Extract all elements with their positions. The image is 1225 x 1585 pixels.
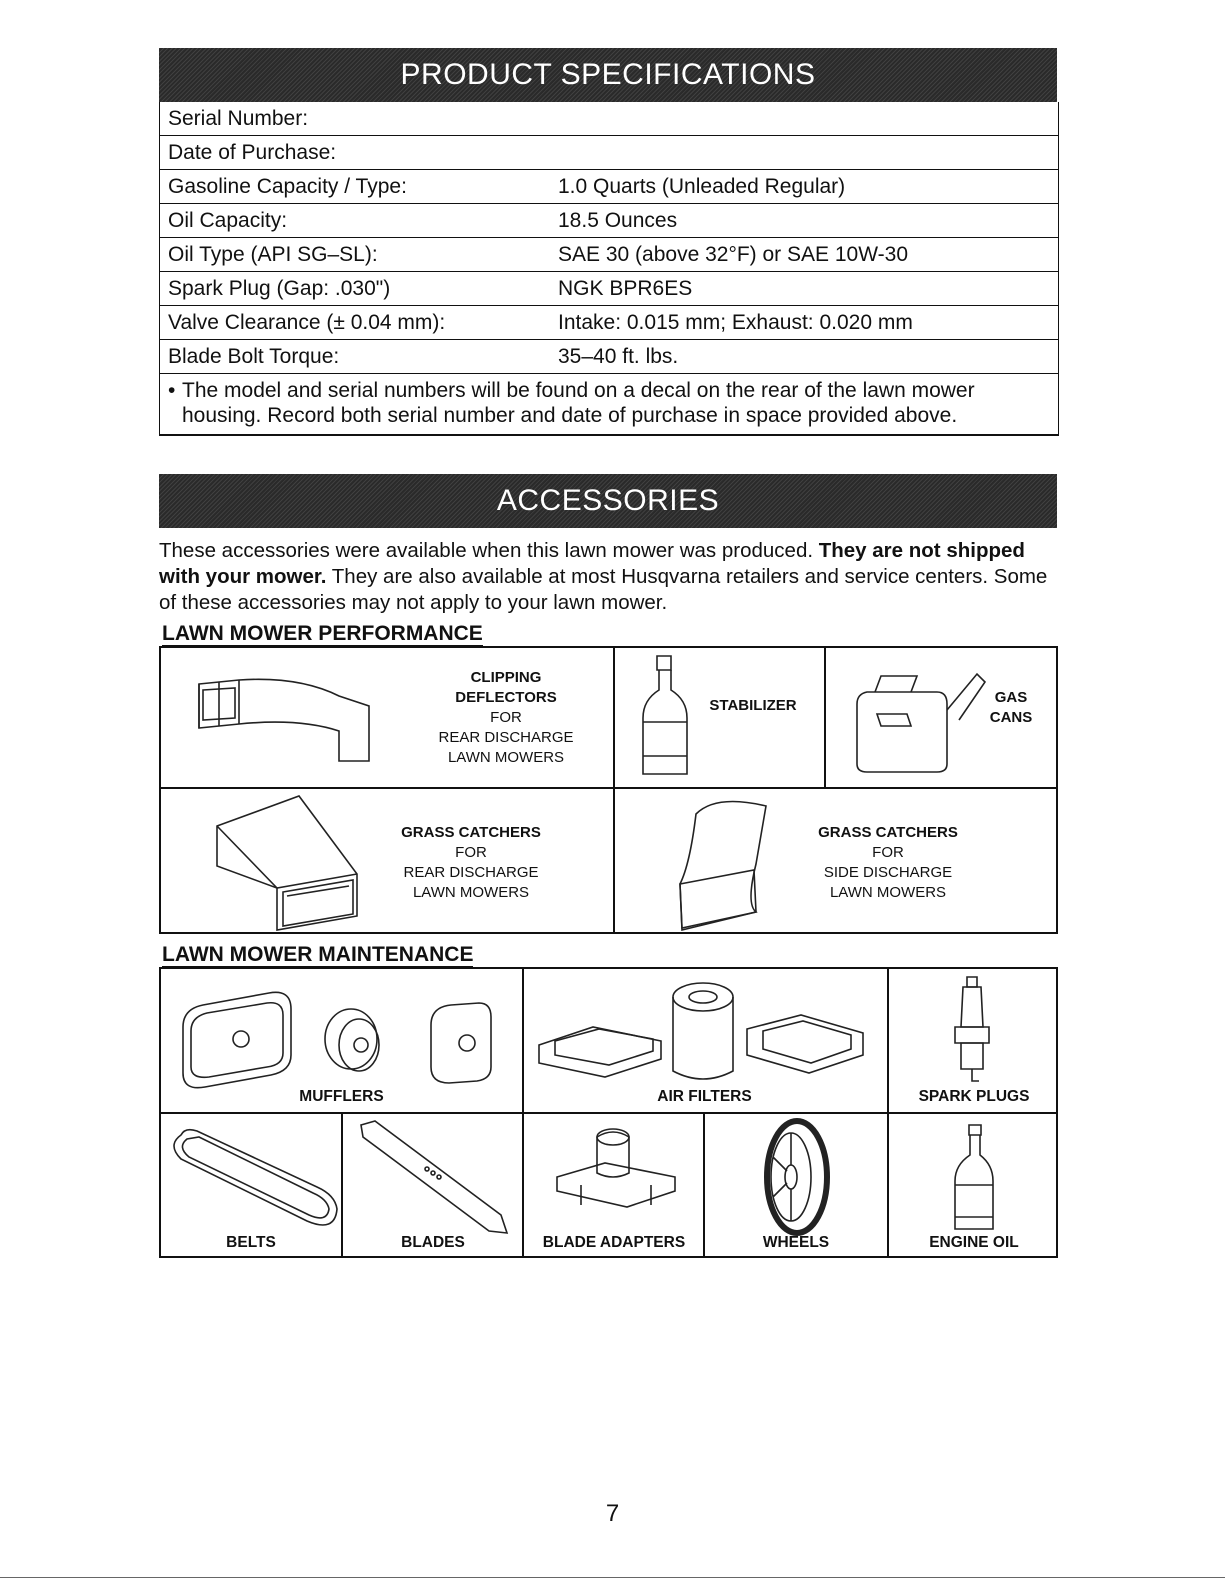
blade-adapters-caption: BLADE ADAPTERS: [542, 1234, 686, 1251]
clipping-deflector-icon: [199, 676, 379, 756]
side-grass-catcher-label: [798, 823, 978, 903]
spec-value: 35–40 ft. lbs.: [558, 344, 679, 368]
divider: [522, 969, 524, 1256]
spec-value: Intake: 0.015 mm; Exhaust: 0.020 mm: [558, 310, 913, 334]
divider: [824, 648, 826, 787]
label-line: FOR: [455, 844, 487, 861]
intro-text-2: They are also available at most Husqvarna retailers and service centers. Some of these accessories may not apply to your lawn mower.: [159, 565, 1048, 614]
wheel-icon: [757, 1117, 837, 1237]
spec-row: [160, 170, 1058, 204]
rear-grass-catcher-icon: [217, 796, 367, 931]
spec-label: Oil Type (API SG–SL):: [168, 242, 378, 266]
label-title: GRASS CATCHERS: [818, 824, 958, 841]
label-title: CLIPPING: [470, 669, 542, 686]
accessories-banner-title: ACCESSORIES: [496, 484, 720, 517]
air-filters-icon: [533, 979, 873, 1089]
gas-can-icon: [847, 664, 967, 774]
bullet: •: [168, 379, 176, 402]
spec-label: Valve Clearance (± 0.04 mm):: [168, 310, 446, 334]
spec-label: Date of Purchase:: [168, 140, 337, 164]
side-grass-catcher-icon: [676, 794, 786, 934]
spec-label: Blade Bolt Torque:: [168, 344, 340, 368]
divider: [887, 969, 889, 1256]
accessories-intro: [159, 538, 1059, 616]
mufflers-caption: MUFFLERS: [299, 1088, 384, 1105]
label-line: LAWN MOWERS: [412, 884, 530, 901]
label-line: FOR: [872, 844, 904, 861]
spark-plugs-caption: SPARK PLUGS: [918, 1088, 1030, 1105]
maintenance-grid: [159, 967, 1058, 1258]
label-line: LAWN MOWERS: [447, 749, 565, 766]
label-title: STABILIZER: [709, 697, 797, 714]
spec-label: Oil Capacity:: [168, 208, 288, 232]
divider: [161, 1112, 1056, 1114]
spec-label: Serial Number:: [168, 106, 309, 130]
belts-caption: BELTS: [226, 1234, 276, 1251]
label-line: SIDE DISCHARGE: [823, 864, 953, 881]
spec-value: NGK BPR6ES: [558, 276, 693, 300]
rear-grass-catcher-label: [381, 823, 561, 903]
spec-row: [160, 272, 1058, 306]
spec-banner: [159, 48, 1057, 102]
intro-bold: They are not shipped with your mower.: [159, 539, 1025, 588]
label-line: REAR DISCHARGE: [403, 864, 539, 881]
divider: [161, 787, 1056, 789]
belts-icon: [167, 1125, 337, 1235]
accessories-banner: [159, 474, 1057, 528]
label-title: DEFLECTORS: [455, 689, 557, 706]
wheels-caption: WHEELS: [762, 1234, 830, 1251]
spec-value: SAE 30 (above 32°F) or SAE 10W-30: [558, 242, 909, 266]
mufflers-icon: [179, 987, 499, 1097]
divider: [613, 648, 615, 932]
maintenance-heading: LAWN MOWER MAINTENANCE: [162, 943, 474, 966]
spec-row: [160, 306, 1058, 340]
spec-value: 18.5 Ounces: [558, 208, 678, 232]
engine-oil-caption: ENGINE OIL: [929, 1234, 1019, 1251]
spec-row: [160, 102, 1058, 136]
intro-text: These accessories were available when this lawn mower was produced.: [159, 539, 819, 562]
spark-plug-icon: [947, 977, 997, 1087]
stabilizer-bottle-icon: [635, 656, 695, 786]
blade-icon: [361, 1121, 511, 1231]
page-number: 7: [605, 1500, 620, 1527]
label-line: REAR DISCHARGE: [438, 729, 574, 746]
air-filters-caption: AIR FILTERS: [657, 1088, 752, 1105]
label-line: FOR: [490, 709, 522, 726]
spec-banner-title: PRODUCT SPECIFICATIONS: [400, 58, 816, 91]
gas-cans-label: [971, 688, 1051, 728]
stabilizer-label: [693, 696, 813, 716]
spec-label: Spark Plug (Gap: .030"): [168, 276, 391, 300]
note-line-2: housing. Record both serial number and date of purchase in space provided above.: [182, 404, 958, 427]
engine-oil-bottle-icon: [951, 1125, 1001, 1235]
performance-grid: [159, 646, 1058, 934]
performance-heading: LAWN MOWER PERFORMANCE: [162, 622, 483, 645]
label-title: CANS: [989, 709, 1033, 726]
label-line: LAWN MOWERS: [829, 884, 947, 901]
spec-note: [160, 374, 1058, 435]
blades-caption: BLADES: [401, 1234, 465, 1251]
spec-row: [160, 136, 1058, 170]
spec-table: [159, 102, 1059, 436]
label-title: GAS: [994, 689, 1028, 706]
spec-row: [160, 238, 1058, 272]
bottom-rule: [0, 1577, 1225, 1578]
spec-row: [160, 204, 1058, 238]
spec-label: Gasoline Capacity / Type:: [168, 174, 407, 198]
clipping-deflector-label: [416, 668, 596, 768]
spec-row: [160, 340, 1058, 374]
blade-adapter-icon: [551, 1125, 681, 1225]
label-title: GRASS CATCHERS: [401, 824, 541, 841]
spec-value: 1.0 Quarts (Unleaded Regular): [558, 174, 846, 198]
note-line-1: The model and serial numbers will be found on a decal on the rear of the lawn mower: [182, 379, 975, 402]
